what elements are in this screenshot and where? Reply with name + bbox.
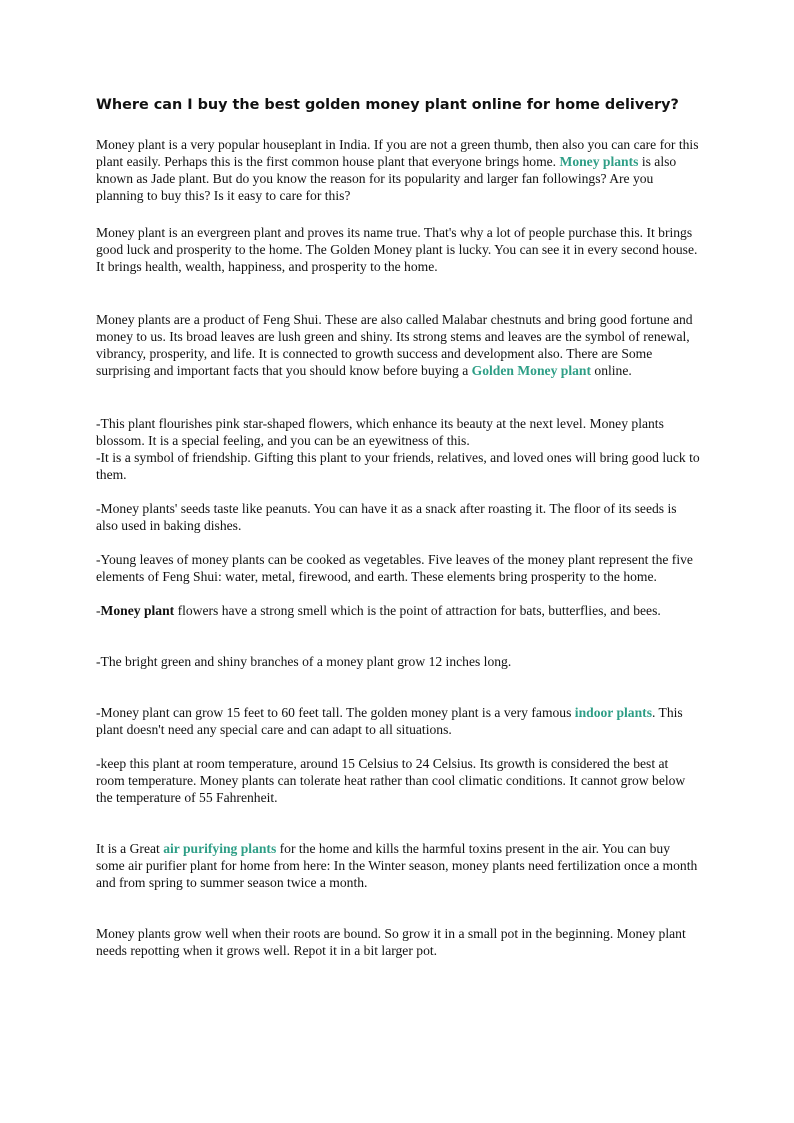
air-purifying-text-b: for the home and kills the harmful toxins present in the air. You can buy some air purifier plant for home from here: In the Winter season, money plants need fertilization once a month and from spring to summer season twice a month. — [96, 841, 698, 890]
document-page — [96, 96, 700, 959]
money-plants-link[interactable]: Money plants — [559, 154, 639, 169]
fact-friendship: -It is a symbol of friendship. Gifting this plant to your friends, relatives, and loved ones will bring good luck to them. — [96, 450, 700, 482]
fact-leaves: -Young leaves of money plants can be cooked as vegetables. Five leaves of the money plant represent the five elements of Feng Shui: water, metal, firewood, and earth. These elements bring prosperity to the home. — [96, 552, 693, 584]
fact-flowers: -This plant flourishes pink star-shaped flowers, which enhance its beauty at the next level. Money plants blossom. It is a special feeling, and you can be an eyewitness of this. — [96, 416, 664, 448]
fact-smell-text: flowers have a strong smell which is the point of attraction for bats, butterflies, and bees. — [174, 603, 661, 618]
fact-smell — [96, 602, 700, 619]
feng-shui-text-a: Money plants are a product of Feng Shui. These are also called Malabar chestnuts and bring good fortune and money to us. Its broad leaves are lush green and shiny. Its strong stems and leaves are the symbol of renewal, vibrancy, prosperity, and life. It is connected to growth success and development also. There are Some surprising and important facts that you should know before buying a — [96, 312, 693, 378]
fact-smell-bold: Money plant — [100, 603, 175, 618]
fact-smell-dash: - — [96, 603, 101, 618]
golden-money-plant-link[interactable]: Golden Money plant — [471, 363, 591, 378]
air-purifying-plants-link[interactable]: air purifying plants — [163, 841, 277, 856]
roots-paragraph: Money plants grow well when their roots are bound. So grow it in a small pot in the beginning. Money plant needs repotting when it grows well. Repot it in a bit larger pot. — [96, 926, 686, 958]
fact-height-text-b: . This plant doesn't need any special care and can adapt to all situations. — [96, 705, 683, 737]
indoor-plants-link[interactable]: indoor plants — [574, 705, 652, 720]
feng-shui-text-b: online. — [591, 363, 632, 378]
fact-seeds: -Money plants' seeds taste like peanuts. You can have it as a snack after roasting it. The floor of its seeds is also used in baking dishes. — [96, 501, 677, 533]
air-purifying-text-a: It is a Great — [96, 841, 164, 856]
evergreen-paragraph: Money plant is an evergreen plant and proves its name true. That's why a lot of people purchase this. It brings good luck and prosperity to the home. The Golden Money plant is lucky. You can see it in every second house. It brings health, wealth, happiness, and prosperity to the home. — [96, 225, 698, 274]
fact-height — [96, 704, 700, 738]
intro-text-b: is also known as Jade plant. But do you know the reason for its popularity and larger fan followings? Are you planning to buy this? Is it easy to care for this? — [96, 154, 677, 203]
fact-height-text-a: -Money plant can grow 15 feet to 60 feet tall. The golden money plant is a very famous — [96, 705, 575, 720]
air-purifying-paragraph — [96, 840, 700, 891]
intro-paragraph — [96, 136, 700, 204]
fact-temperature: -keep this plant at room temperature, around 15 Celsius to 24 Celsius. Its growth is considered the best at room temperature. Money plants can tolerate heat rather than cool climatic conditions. It cannot grow below the temperature of 55 Fahrenheit. — [96, 756, 686, 805]
fact-branches: -The bright green and shiny branches of a money plant grow 12 inches long. — [96, 654, 512, 669]
intro-text-a: Money plant is a very popular houseplant in India. If you are not a green thumb, then also you can care for this plant easily. Perhaps this is the first common house plant that everyone brings home. — [96, 137, 699, 169]
feng-shui-paragraph — [96, 311, 700, 379]
page-title: Where can I buy the best golden money plant online for home delivery? — [96, 97, 679, 113]
